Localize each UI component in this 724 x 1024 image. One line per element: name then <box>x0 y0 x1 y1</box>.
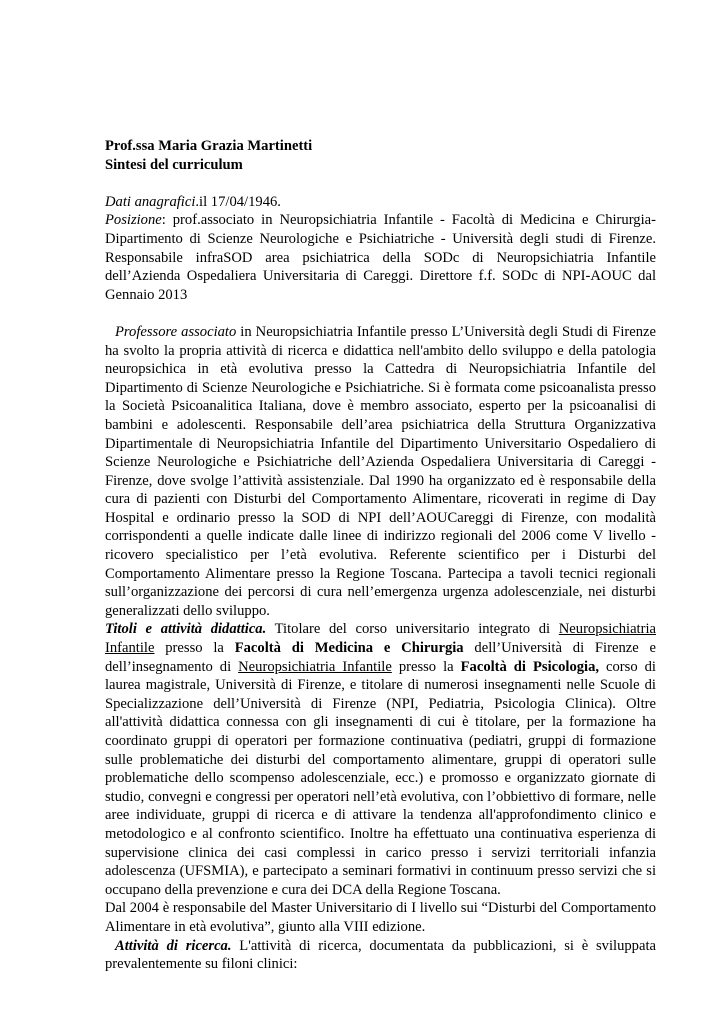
facolta-psicologia: Facoltà di Psicologia, <box>460 658 600 675</box>
titoli-text: dell’Università di Firenze e dell’insegnamento di <box>105 640 656 675</box>
titoli-text: Titolare del corso universitario integrato di <box>266 621 559 638</box>
ricerca-paragraph <box>105 937 656 974</box>
professore-text: in Neuropsichiatria Infantile presso L’Università degli Studi di Firenze ha svolto la propria attività di ricerca e didattica nell'ambito dello sviluppo e della patologia neuropsichica in età evolutiva presso la Cattedra di Neuropsichiatria Infantile del Dipartimento di Scienze Neurologiche e Psichiatriche. Si è formata come psicoanalista presso la Società Psicoanalitica Italiana, dove è membro associato, esperto per la psicoanalisi di bambini e adolescenti. Responsabile dell’area psichiatrica della Struttura Organizzativa Dipartimentale di Neuropsichiatria Infantile del Dipartimento Universitario Ospedaliero di Scienze Neurologiche e Psichiatriche dell’Azienda Ospedaliera Universitaria di Careggi - Firenze, dove svolge l’attività assistenziale. Dal 1990 ha organizzato ed è responsabile della cura di pazienti con Disturbi del Comportamento Alimentare, ricoverati in regime di Day Hospital e ordinario presso la SOD di NPI dell’AOUCareggi di Firenze, con modalità corrispondenti a quelle indicate dalle linee di indirizzo regionali del 2006 come V livello - ricovero specialistico per l’età evolutiva. Referente scientifico per i Disturbi del Comportamento Alimentare presso la Regione Toscana. Partecipa a tavoli tecnici regionali sull’organizzazione dei percorsi di cura nell’emergenza urgenza adolescenziale, nei disturbi generalizzati dello sviluppo. <box>105 323 657 619</box>
anagrafica-paragraph <box>105 193 656 212</box>
ricerca-text: L'attività di ricerca, documentata da pubblicazioni, si è sviluppata prevalentemente su filoni clinici: <box>105 937 656 973</box>
master-paragraph: Dal 2004 è responsabile del Master Universitario di I livello sui “Disturbi del Comportamento Alimentare in età evolutiva”, giunto alla VIII edizione. <box>105 900 656 935</box>
author-name: Prof.ssa Maria Grazia Martinetti <box>105 138 313 154</box>
anagrafica-label: Dati anagrafici <box>105 193 196 210</box>
posizione-paragraph <box>105 211 656 304</box>
professore-label: Professore associato <box>115 323 237 340</box>
posizione-text: : prof.associato in Neuropsichiatria Infantile - Facoltà di Medicina e Chirurgia-Dipartimento di Scienze Neurologiche e Psichiatriche - Università degli studi di Firenze. Responsabile infraSOD area psichiatrica della SODc di Neuropsichiatria Infantile dell’Azienda Ospedaliera Universitaria di Careggi. Direttore f.f. SODc di NPI-AOUC dal Gennaio 2013 <box>105 212 656 303</box>
anagrafica-text: .il 17/04/1946. <box>195 193 281 210</box>
titoli-label: Titoli e attività didattica. <box>105 621 267 638</box>
course-npi-link: Neuropsichiatria Infantile <box>105 621 657 657</box>
titoli-text: corso di laurea magistrale, Università di Firenze, e titolare di numerosi insegnamenti nelle Scuole di Specializzazione dell’Università di Firenze (NPI, Pediatria, Psicologia Clinica). Oltre all'attività didattica connessa con gli insegnamenti di cui è titolare, per la formazione ha coordinato gruppi di operatori per formazione continuativa (pediatri, gruppi di formazione sulle problematiche dei disturbi del comportamento alimentare, gruppi di operatori sulle problematiche dello scompenso adolescenziale, ecc.) e promosso e organizzato giornate di studio, convegni e congressi per operatori nell’età evolutiva, con l’obbiettivo di formare, nelle aree individuate, gruppi di ricerca e di attivare la tendenza all'approfondimento clinico e metodologico e al confronto scientifico. Inoltre ha effettuato una continuativa esperienza di supervisione clinica dei casi complessi in carico presso i servizi territoriali infanzia adolescenza (UFSMIA), e partecipato a seminari formativi in continuum presso servizi che si occupano della prevenzione e cura dei DCA della Regione Toscana. <box>105 658 656 898</box>
document-page <box>105 137 656 974</box>
facolta-medicina: Facoltà di Medicina e Chirurgia <box>234 640 464 657</box>
spacer <box>105 304 656 323</box>
professore-paragraph <box>105 323 656 621</box>
titoli-text: presso la <box>154 640 235 657</box>
spacer <box>105 174 656 193</box>
titoli-text: presso la <box>391 658 461 675</box>
ricerca-label: Attività di ricerca. <box>115 937 232 954</box>
titoli-paragraph <box>105 620 656 899</box>
course-npi-link-2: Neuropsichiatria Infantile <box>238 658 392 675</box>
document-subtitle: Sintesi del curriculum <box>105 156 243 173</box>
posizione-label: Posizione <box>105 212 162 229</box>
